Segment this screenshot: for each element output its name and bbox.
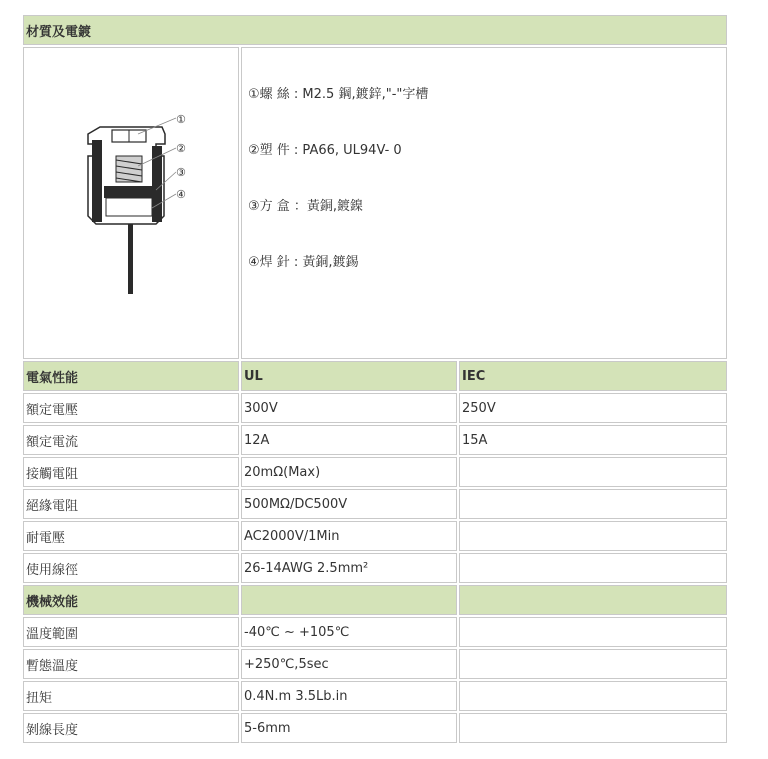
row-label: 剝線長度 [23, 713, 239, 743]
ul-value: 20mΩ(Max) [241, 457, 457, 487]
row-label: 扭矩 [23, 681, 239, 711]
callout-3: ③ [176, 166, 186, 179]
ul-value: 12A [241, 425, 457, 455]
material-row [23, 47, 727, 359]
material-header-row [23, 15, 727, 45]
row-label: 溫度範圍 [23, 617, 239, 647]
iec-value: 15A [459, 425, 727, 455]
table-row [23, 457, 727, 487]
callout-markers [176, 113, 186, 201]
ul-value: 500MΩ/DC500V [241, 489, 457, 519]
ul-value: 300V [241, 393, 457, 423]
material-item-box: ③方 盒 ：黃銅,鍍鎳 [248, 199, 364, 214]
row-label: 接觸電阻 [23, 457, 239, 487]
iec-value [459, 489, 727, 519]
material-section-title: 材質及電鍍 [23, 15, 727, 45]
row-label: 耐電壓 [23, 521, 239, 551]
table-row [23, 649, 727, 679]
table-row [23, 553, 727, 583]
row-label: 使用線徑 [23, 553, 239, 583]
material-item-pin: ④焊 針 : 黃銅,鍍錫 [248, 255, 359, 270]
row-value: 0.4N.m 3.5Lb.in [241, 681, 457, 711]
row-extra [459, 617, 727, 647]
material-item-screw: ①螺 絲 : M2.5 鋼,鍍鋅,"-"字槽 [248, 87, 429, 102]
diagram-cell [23, 47, 239, 359]
electrical-header-ul: UL [241, 361, 457, 391]
row-value: +250℃,5sec [241, 649, 457, 679]
mechanical-header-col2 [241, 585, 457, 615]
table-row [23, 617, 727, 647]
table-row [23, 425, 727, 455]
callout-1: ① [176, 113, 186, 126]
row-label: 額定電流 [23, 425, 239, 455]
row-extra [459, 681, 727, 711]
electrical-header-iec: IEC [459, 361, 727, 391]
mechanical-header-col3 [459, 585, 727, 615]
row-label: 絕緣電阻 [23, 489, 239, 519]
material-list-cell [241, 47, 727, 359]
iec-value: 250V [459, 393, 727, 423]
row-extra [459, 713, 727, 743]
callout-4: ④ [176, 188, 186, 201]
table-row [23, 521, 727, 551]
iec-value [459, 457, 727, 487]
callout-2: ② [176, 142, 186, 155]
iec-value [459, 553, 727, 583]
ul-value: AC2000V/1Min [241, 521, 457, 551]
electrical-header-label: 電氣性能 [23, 361, 239, 391]
row-extra [459, 649, 727, 679]
mechanical-header-label: 機械效能 [23, 585, 239, 615]
table-row [23, 393, 727, 423]
electrical-header-row [23, 361, 727, 391]
terminal-diagram [26, 48, 236, 354]
table-row [23, 489, 727, 519]
mechanical-header-row [23, 585, 727, 615]
material-item-plastic: ②塑 件 : PA66, UL94V- 0 [248, 143, 402, 158]
row-label: 暫態溫度 [23, 649, 239, 679]
spec-table [21, 13, 729, 745]
iec-value [459, 521, 727, 551]
row-value: -40℃ ~ +105℃ [241, 617, 457, 647]
ul-value: 26-14AWG 2.5mm² [241, 553, 457, 583]
table-row [23, 713, 727, 743]
table-row [23, 681, 727, 711]
row-value: 5-6mm [241, 713, 457, 743]
terminal-body [88, 127, 165, 294]
row-label: 額定電壓 [23, 393, 239, 423]
